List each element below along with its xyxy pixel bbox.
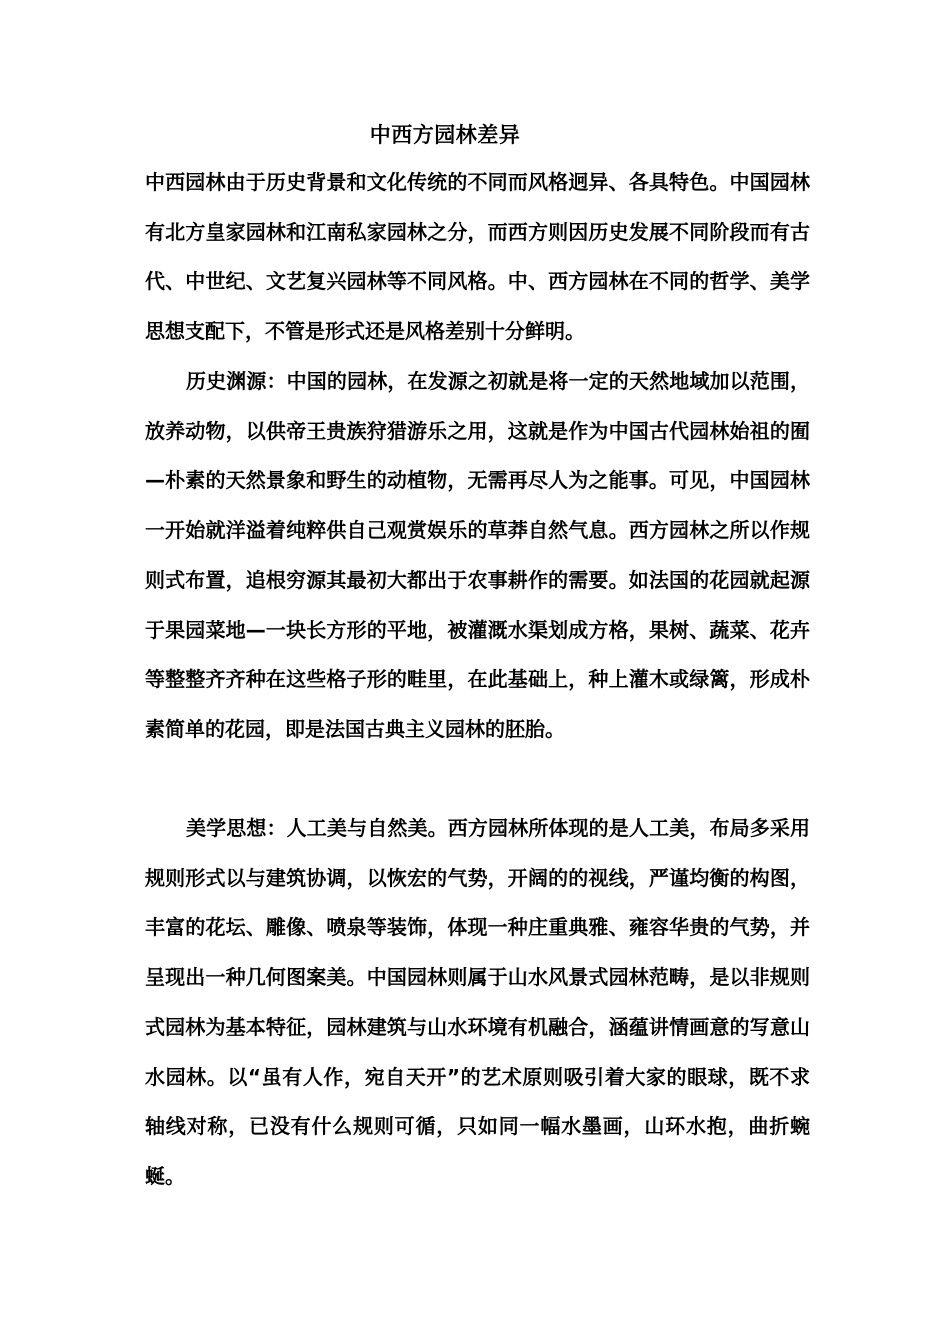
paragraph-aesthetic-thought: 美学思想：人工美与自然美。西方园林所体现的是人工美，布局多采用规则形式以与建筑协调，以恢宏的气势，开阔的的视线，严谨均衡的构图，丰富的花坛、雕像、喷泉等装饰，体现一种庄重典雅、雍容华贵的气势，并呈现出一种几何图案美。中国园林则属于山水风景式园林范畴，是以非规则式园林为基本特征，园林建筑与山水环境有机融合，涵蕴讲情画意的写意山水园林。以“虽有人作，宛自天开”的艺术原则吸引着大家的眼球，既不求轴线对称，已没有什么规则可循，只如同一幅水墨画，山环水抱，曲折蜿蜒。: [145, 816, 810, 1188]
paragraph-historical-origins: 历史渊源：中国的园林，在发源之初就是将一定的天然地域加以范围，放养动物，以供帝王贵族狩猎游乐之用，这就是作为中国古代园林始祖的囿—朴素的天然景象和野生的动植物，无需再尽人为之能事。可见，中国园林一开始就洋溢着纯粹供自己观赏娱乐的草莽自然气息。西方园林之所以作规则式布置，追根穷源其最初大都出于农事耕作的需要。如法国的花园就起源于果园菜地—一块长方形的平地，被灌溉水渠划成方格，果树、蔬菜、花卉等整整齐齐种在这些格子形的畦里，在此基础上，种上灌木或绿篱，形成朴素简单的花园，即是法国古典主义园林的胚胎。: [145, 369, 810, 741]
paragraph-intro: 中西园林由于历史背景和文化传统的不同而风格迥异、各具特色。中国园林有北方皇家园林和江南私家园林之分，而西方则因历史发展不同阶段而有古代、中世纪、文艺复兴园林等不同风格。中、西方园林在不同的哲学、美学思想支配下，不管是形式还是风格差别十分鲜明。: [145, 170, 810, 344]
document-title: 中西方园林差异: [369, 123, 521, 147]
